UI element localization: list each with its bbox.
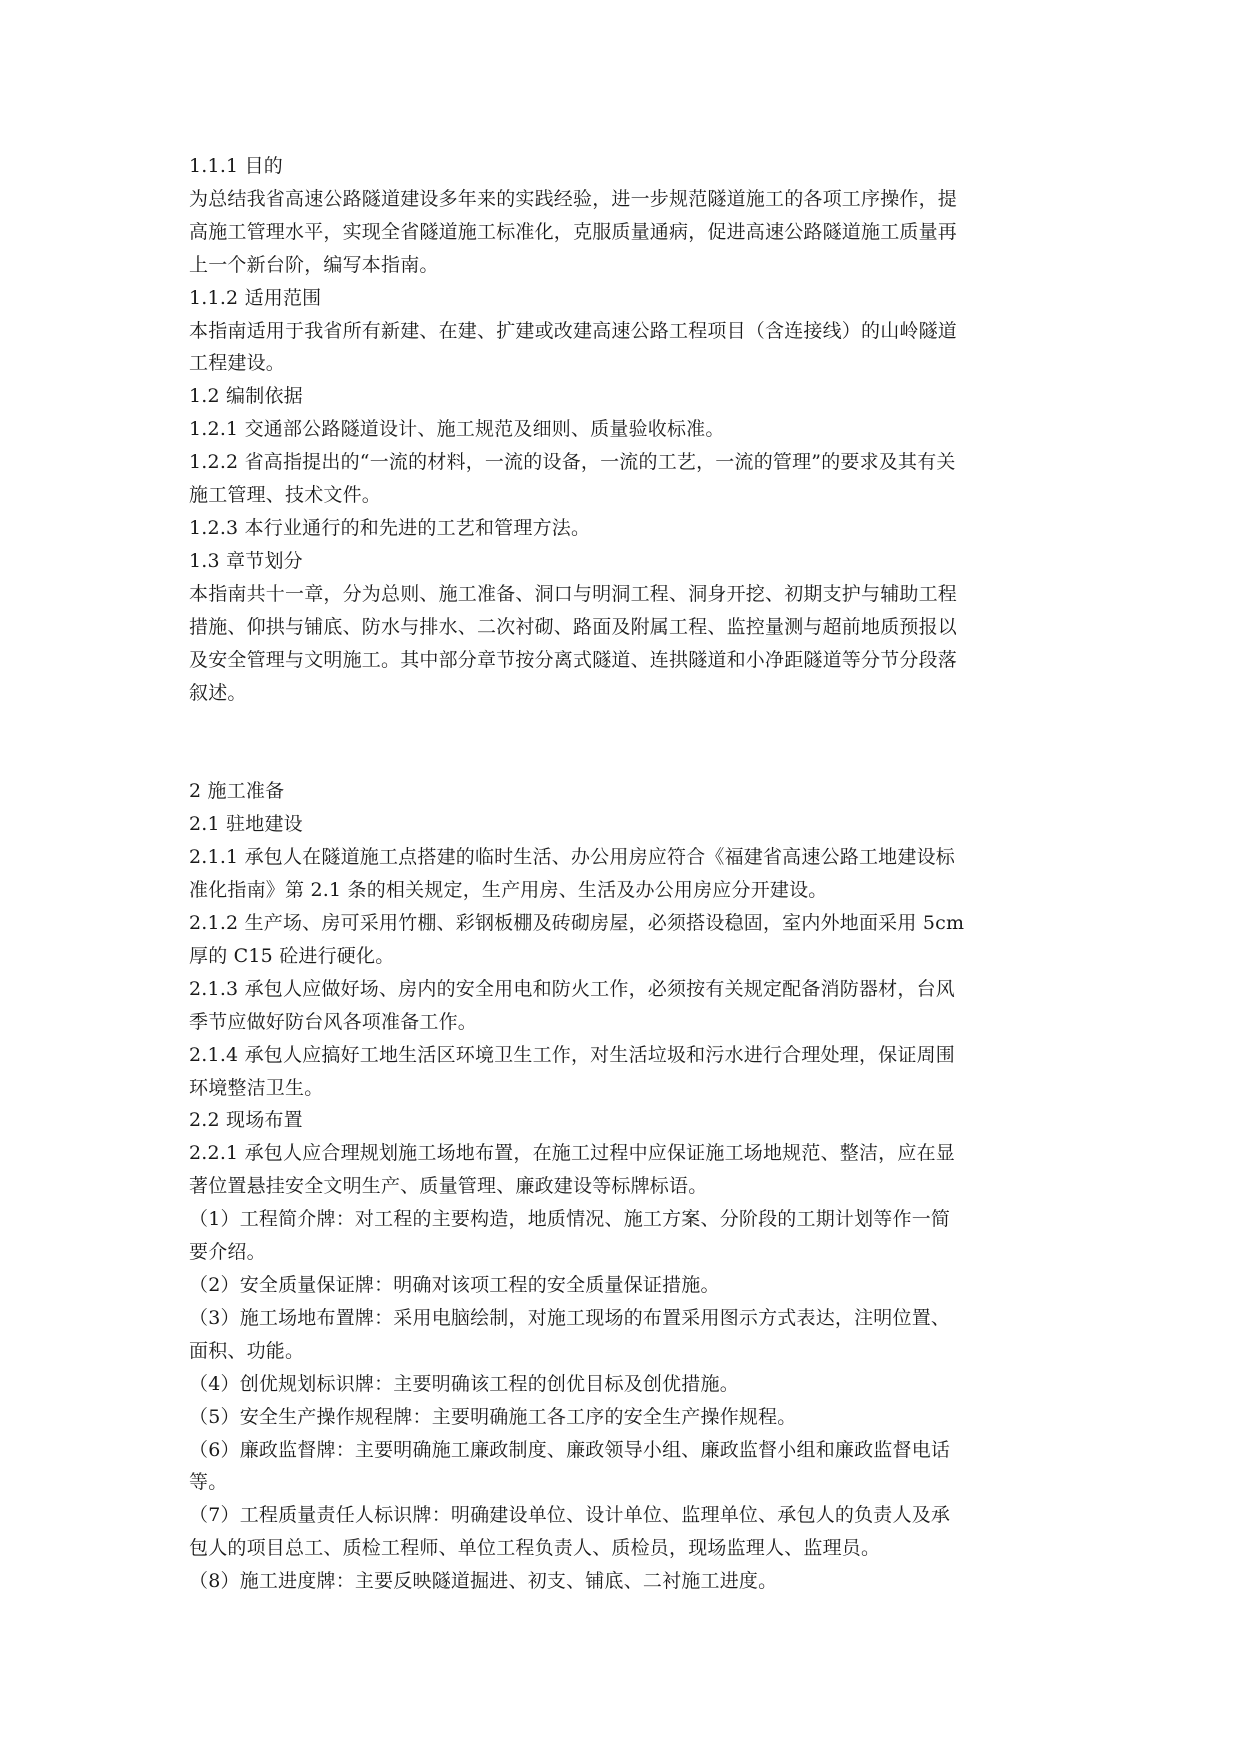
- text-line: 2.1.2 生产场、房可采用竹棚、彩钢板棚及砖砌房屋，必须搭设稳固，室内外地面采用 5cm: [189, 912, 965, 935]
- section-gap: [189, 709, 1059, 775]
- text-line: 施工管理、技术文件。: [189, 484, 382, 507]
- text-line: 1.1.2 适用范围: [189, 286, 322, 309]
- text-line: （3）施工场地布置牌：采用电脑绘制，对施工现场的布置采用图示方式表达，注明位置、: [189, 1306, 951, 1329]
- text-line: 叙述。: [189, 681, 247, 704]
- text-line: 2.1 驻地建设: [189, 813, 303, 836]
- text-line: （2）安全质量保证牌：明确对该项工程的安全质量保证措施。: [189, 1274, 720, 1296]
- text-line: 2.2 现场布置: [189, 1109, 303, 1132]
- text-line: 为总结我省高速公路隧道建设多年来的实践经验，进一步规范隧道施工的各项工序操作，提: [189, 187, 958, 210]
- text-line: 要介绍。: [189, 1241, 266, 1264]
- text-line: （6）廉政监督牌：主要明确施工廉政制度、廉政领导小组、廉政监督小组和廉政监督电话: [189, 1438, 951, 1461]
- text-line: 1.2 编制依据: [189, 385, 303, 408]
- section-1: [189, 150, 1059, 709]
- text-line: 包人的项目总工、质检工程师、单位工程负责人、质检员，现场监理人、监理员。: [189, 1537, 881, 1560]
- text-line: 措施、仰拱与铺底、防水与排水、二次衬砌、路面及附属工程、监控量测与超前地质预报以: [189, 615, 958, 638]
- text-line: 厚的 C15 砼进行硬化。: [189, 944, 395, 967]
- text-line: 上一个新台阶，编写本指南。: [189, 253, 439, 276]
- text-line: 工程建设。: [189, 352, 286, 375]
- text-line: 季节应做好防台风各项准备工作。: [189, 1010, 478, 1033]
- text-line: 1.2.2 省高指提出的“一流的材料，一流的设备，一流的工艺，一流的管理”的要求及其有关: [189, 451, 956, 474]
- text-line: 2.1.1 承包人在隧道施工点搭建的临时生活、办公用房应符合《福建省高速公路工地建设标: [189, 846, 955, 869]
- text-line: 本指南适用于我省所有新建、在建、扩建或改建高速公路工程项目（含连接线）的山岭隧道: [189, 319, 958, 342]
- text-line: （8）施工进度牌：主要反映隧道掘进、初支、铺底、二衬施工进度。: [189, 1570, 778, 1593]
- text-line: 2.2.1 承包人应合理规划施工场地布置，在施工过程中应保证施工场地规范、整洁，应在显: [189, 1142, 955, 1165]
- text-line: 本指南共十一章，分为总则、施工准备、洞口与明洞工程、洞身开挖、初期支护与辅助工程: [189, 582, 958, 605]
- text-line: 高施工管理水平，实现全省隧道施工标准化，克服质量通病，促进高速公路隧道施工质量再: [189, 220, 958, 243]
- text-line: 1.3 章节划分: [189, 549, 303, 572]
- text-line: （1）工程简介牌：对工程的主要构造，地质情况、施工方案、分阶段的工期计划等作一简: [189, 1208, 951, 1231]
- text-line: （5）安全生产操作规程牌：主要明确施工各工序的安全生产操作规程。: [189, 1405, 797, 1428]
- text-line: 准化指南》第 2.1 条的相关规定，生产用房、生活及办公用房应分开建设。: [189, 879, 828, 902]
- text-line: 1.1.1 目的: [189, 155, 283, 177]
- text-line: 1.2.3 本行业通行的和先进的工艺和管理方法。: [189, 516, 591, 539]
- document-body: [189, 150, 1059, 1598]
- text-line: 著位置悬挂安全文明生产、质量管理、廉政建设等标牌标语。: [189, 1175, 708, 1198]
- text-line: 面积、功能。: [189, 1339, 305, 1362]
- text-line: 2.1.3 承包人应做好场、房内的安全用电和防火工作，必须按有关规定配备消防器材，台风: [189, 977, 955, 1000]
- text-line: 2.1.4 承包人应搞好工地生活区环境卫生工作，对生活垃圾和污水进行合理处理，保证周围: [189, 1043, 955, 1066]
- text-line: （4）创优规划标识牌：主要明确该工程的创优目标及创优措施。: [189, 1372, 739, 1395]
- text-line: 1.2.1 交通部公路隧道设计、施工规范及细则、质量验收标准。: [189, 418, 725, 441]
- text-line: （7）工程质量责任人标识牌：明确建设单位、设计单位、监理单位、承包人的负责人及承: [189, 1504, 951, 1527]
- text-line: 及安全管理与文明施工。其中部分章节按分离式隧道、连拱隧道和小净距隧道等分节分段落: [189, 648, 958, 671]
- text-line: 等。: [189, 1471, 228, 1494]
- text-line: 2 施工准备: [189, 780, 285, 803]
- text-line: 环境整洁卫生。: [189, 1076, 324, 1099]
- section-2: [189, 775, 1059, 1598]
